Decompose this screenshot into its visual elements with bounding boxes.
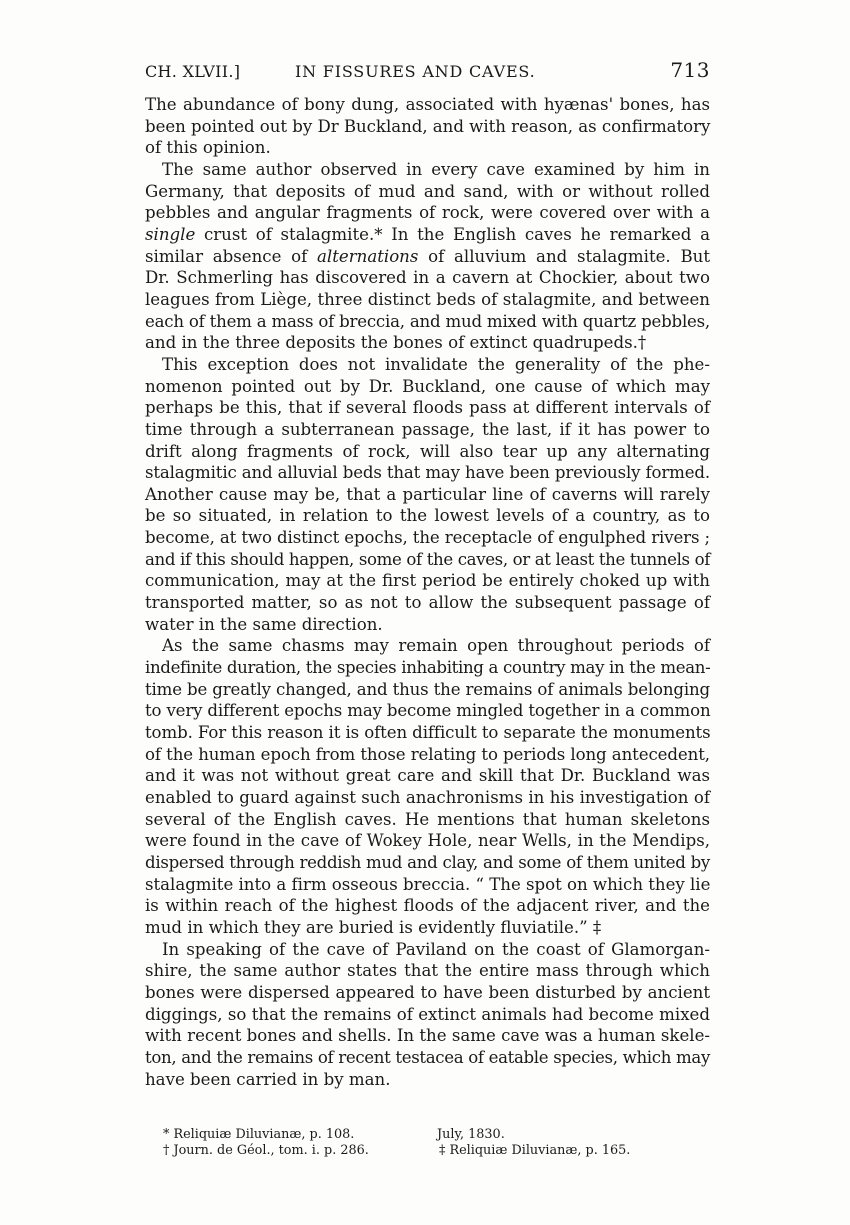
running-title: IN FISSURES AND CAVES.	[295, 62, 536, 81]
text-line: single crust of stalagmite.* In the English caves he remarked a	[145, 224, 710, 244]
text-line: become, at two distinct epochs, the receptacle of engulphed rivers ;	[145, 528, 711, 548]
footnote-row	[163, 1127, 663, 1143]
text-line: leagues from Liège, three distinct beds of stalagmite, and between	[145, 289, 710, 309]
text-line: several of the English caves. He mentions that human skeletons	[145, 809, 710, 829]
text-line: have been carried in by man.	[145, 1069, 391, 1089]
footnote-row	[163, 1143, 663, 1159]
text-line: nomenon pointed out by Dr. Buckland, one cause of which may	[145, 376, 710, 396]
text-line: water in the same direction.	[145, 614, 383, 634]
page-number: 713	[670, 58, 710, 82]
text-line: The same author observed in every cave examined by him in	[162, 159, 710, 179]
body-text	[145, 94, 710, 1090]
text-line: perhaps be this, that if several floods pass at different intervals of	[145, 398, 710, 418]
text-line: and if this should happen, some of the caves, or at least the tunnels of	[145, 549, 710, 569]
text-line: shire, the same author states that the entire mass through which	[145, 961, 710, 981]
text-line: diggings, so that the remains of extinct animals had become mixed	[145, 1004, 710, 1024]
text-line: were found in the cave of Wokey Hole, near Wells, in the Mendips,	[145, 831, 710, 851]
text-line: and in the three deposits the bones of extinct quadrupeds.†	[145, 333, 647, 353]
text-line: drift along fragments of rock, will also tear up any alternating	[145, 441, 710, 461]
text-line: of the human epoch from those relating to periods long antecedent,	[145, 744, 710, 764]
text-line: and it was not without great care and skill that Dr. Buckland was	[145, 766, 710, 786]
text-line: of this opinion.	[145, 138, 271, 158]
text-line: time be greatly changed, and thus the remains of animals belonging	[145, 679, 710, 699]
text-line: mud in which they are buried is evidently fluviatile.” ‡	[145, 917, 602, 937]
text-line: stalagmitic and alluvial beds that may have been previously formed.	[145, 463, 710, 483]
text-line: pebbles and angular fragments of rock, were covered over with a	[145, 203, 710, 223]
text-line: ton, and the remains of recent testacea of eatable species, which may	[145, 1047, 710, 1067]
text-line: The abundance of bony dung, associated with hyænas' bones, has	[145, 95, 710, 114]
text-line: with recent bones and shells. In the same cave was a human skele-	[145, 1026, 710, 1046]
text-line: time through a subterranean passage, the last, if it has power to	[145, 419, 710, 439]
text-line: communication, may at the first period be entirely choked up with	[145, 571, 710, 591]
footnote-1: * Reliquiæ Diluvianæ, p. 108.	[163, 1127, 355, 1142]
text-line: stalagmite into a firm osseous breccia. “ The spot on which they lie	[145, 874, 711, 894]
text-line: transported matter, so as not to allow the subsequent passage of	[145, 593, 710, 613]
text-line: In speaking of the cave of Paviland on the coast of Glamorgan-	[162, 939, 710, 959]
footnotes	[163, 1127, 663, 1159]
text-line: to very different epochs may become mingled together in a common	[145, 701, 711, 721]
text-line: This exception does not invalidate the generality of the phe-	[162, 354, 710, 374]
text-line: As the same chasms may remain open throughout periods of	[162, 636, 710, 656]
text-line: tomb. For this reason it is often difficult to separate the monuments	[145, 723, 711, 743]
text-line: each of them a mass of breccia, and mud mixed with quartz pebbles,	[145, 311, 710, 331]
running-header	[145, 60, 710, 88]
chapter-label: CH. XLVII.]	[145, 62, 241, 81]
text-line: similar absence of alternations of alluvium and stalagmite. But	[145, 246, 710, 266]
text-line: indefinite duration, the species inhabiting a country may in the mean-	[145, 658, 711, 678]
text-line: dispersed through reddish mud and clay, and some of them united by	[145, 852, 711, 872]
footnote-2: † Journ. de Géol., tom. i. p. 286.	[163, 1143, 369, 1158]
text-line: bones were dispersed appeared to have been disturbed by ancient	[145, 982, 710, 1002]
footnote-2-date: July, 1830.	[437, 1127, 505, 1142]
text-line: is within reach of the highest floods of the adjacent river, and the	[145, 896, 710, 916]
text-line: be so situated, in relation to the lowest levels of a country, as to	[145, 506, 710, 526]
text-line: Dr. Schmerling has discovered in a cavern at Chockier, about two	[145, 268, 710, 288]
text-line: enabled to guard against such anachronisms in his investigation of	[145, 788, 710, 807]
footnote-3: ‡ Reliquiæ Diluvianæ, p. 165.	[439, 1143, 631, 1158]
text-line: Another cause may be, that a particular line of caverns will rarely	[145, 484, 710, 504]
text-line: Germany, that deposits of mud and sand, with or without rolled	[145, 181, 710, 201]
text-line: been pointed out by Dr Buckland, and with reason, as confirmatory	[145, 116, 711, 136]
